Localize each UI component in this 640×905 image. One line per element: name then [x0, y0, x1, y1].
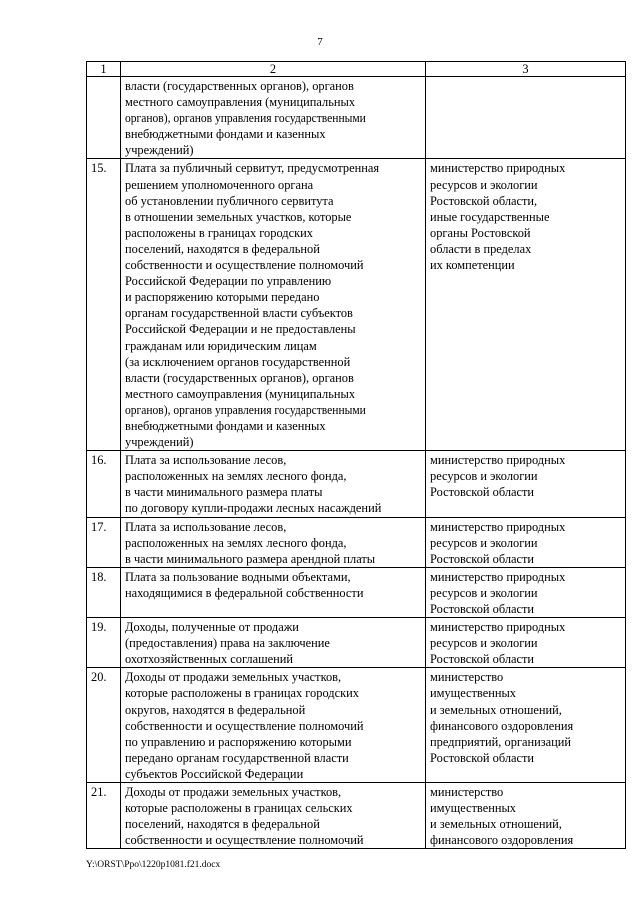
description-line: собственности и осуществление полномочий	[125, 718, 364, 733]
administrator-line: и земельных отношений,	[430, 817, 562, 832]
description-line: Доходы, полученные от продажи	[125, 620, 299, 635]
administrator-line: Ростовской области	[430, 602, 535, 616]
table-row	[87, 668, 626, 783]
administrator-line: министерство	[430, 670, 504, 685]
header-cell-2: 2	[121, 62, 426, 77]
description-line: Плата за пользование водными объектами,	[125, 569, 351, 584]
administrator-line: органы Ростовской	[430, 225, 531, 240]
description-line: учреждений)	[125, 143, 194, 158]
administrator	[426, 618, 626, 668]
description-line: передано органам государственной власти	[125, 750, 349, 765]
administrator-line: Ростовской области	[430, 551, 535, 566]
administrator	[426, 451, 626, 517]
page-number: 7	[317, 36, 323, 48]
administrator-line: имущественных	[430, 686, 516, 701]
row-number: 18.	[87, 567, 121, 617]
table-row	[87, 517, 626, 567]
description-line: находящимися в федеральной собственности	[125, 585, 364, 600]
description-line: по договору купли-продажи лесных насаждений	[125, 501, 382, 516]
description-line: по управлению и распоряжению которыми	[125, 734, 352, 749]
administrator-line: ресурсов и экологии	[430, 636, 538, 651]
table-row	[87, 567, 626, 617]
description-line: власти (государственных органов), органов	[125, 370, 354, 385]
table-row	[87, 783, 626, 849]
administrator	[426, 159, 626, 451]
administrator-line: ресурсов и экологии	[430, 535, 538, 550]
revenue-description	[121, 451, 426, 517]
administrator-line: министерство	[430, 785, 504, 800]
header-cell-3: 3	[426, 62, 626, 77]
table-row	[87, 618, 626, 668]
administrator-line: Ростовской области,	[430, 193, 538, 208]
revenue-description	[121, 618, 426, 668]
description-line: внебюджетными фондами и казенных	[125, 418, 326, 433]
row-number: 21.	[87, 783, 121, 849]
administrator-line: предприятий, организаций	[430, 734, 572, 749]
table-row	[87, 451, 626, 517]
administrator-line: Ростовской области	[430, 485, 535, 500]
description-line: расположенных на землях лесного фонда,	[125, 535, 347, 550]
administrator-line: имущественных	[430, 801, 516, 816]
description-line: Российской Федерации и не предоставлены	[125, 322, 356, 337]
row-number: 16.	[87, 451, 121, 517]
administrator	[426, 517, 626, 567]
administrator	[426, 567, 626, 617]
administrator-line: Ростовской области	[430, 750, 535, 765]
administrator-line: ресурсов и экологии	[430, 585, 538, 600]
administrator-line: ресурсов и экологии	[430, 469, 538, 484]
description-line: Доходы от продажи земельных участков,	[125, 785, 342, 800]
description-line: поселений, находятся в федеральной	[125, 817, 320, 832]
administrator-line: финансового оздоровления	[430, 718, 574, 733]
table-header-row	[87, 62, 626, 77]
administrator-line: их компетенции	[430, 258, 515, 273]
revenue-description	[121, 668, 426, 783]
administrator-line: области в пределах	[430, 241, 532, 256]
description-line: (за исключением органов государственной	[125, 354, 351, 369]
administrator-line: министерство природных	[430, 620, 566, 635]
description-line: органам государственной власти субъектов	[125, 306, 353, 321]
description-line: Плата за использование лесов,	[125, 453, 287, 468]
description-line: (предоставления) права на заключение	[125, 636, 330, 651]
administrator-line: и земельных отношений,	[430, 702, 562, 717]
description-line: собственности и осуществление полномочий	[125, 833, 364, 848]
description-line: которые расположены в границах сельских	[125, 801, 353, 816]
description-line: поселений, находятся в федеральной	[125, 241, 320, 256]
table-row	[87, 77, 626, 159]
description-line: местного самоуправления (муниципальных	[125, 95, 356, 110]
description-line: органов), органов управления государственными	[125, 402, 366, 417]
row-number: 17.	[87, 517, 121, 567]
description-line: в отношении земельных участков, которые	[125, 209, 352, 224]
description-line: охотхозяйственных соглашений	[125, 652, 294, 667]
description-line: гражданам или юридическим лицам	[125, 338, 317, 353]
administrator-line: министерство природных	[430, 569, 566, 584]
description-line: власти (государственных органов), органов	[125, 79, 354, 93]
administrator-line: министерство природных	[430, 519, 566, 534]
administrator-line: министерство природных	[430, 161, 566, 176]
row-number: 20.	[87, 668, 121, 783]
administrator-line: иные государственные	[430, 209, 550, 224]
revenue-description	[121, 159, 426, 451]
description-line: Плата за использование лесов,	[125, 519, 287, 534]
revenue-description	[121, 517, 426, 567]
description-line: Российской Федерации по управлению	[125, 274, 332, 289]
description-line: в части минимального размера платы	[125, 485, 323, 500]
table-row	[87, 159, 626, 451]
description-line: решением уполномоченного органа	[125, 177, 314, 192]
revenue-description	[121, 77, 426, 159]
row-number	[87, 77, 121, 159]
description-line: субъектов Российской Федерации	[125, 766, 304, 781]
row-number: 19.	[87, 618, 121, 668]
revenue-table	[86, 61, 626, 849]
description-line: расположены в границах городских	[125, 225, 313, 240]
description-line: органов), органов управления государственными	[125, 111, 366, 126]
revenue-description	[121, 783, 426, 849]
description-line: расположенных на землях лесного фонда,	[125, 469, 347, 484]
revenue-description	[121, 567, 426, 617]
administrator	[426, 668, 626, 783]
description-line: учреждений)	[125, 435, 194, 450]
administrator	[426, 77, 626, 159]
header-cell-1: 1	[87, 62, 121, 77]
description-line: внебюджетными фондами и казенных	[125, 127, 326, 142]
description-line: собственности и осуществление полномочий	[125, 258, 364, 273]
row-number: 15.	[87, 159, 121, 451]
administrator-line: министерство природных	[430, 453, 566, 468]
administrator-line: Ростовской области	[430, 652, 535, 667]
administrator-line: ресурсов и экологии	[430, 177, 538, 192]
description-line: округов, находятся в федеральной	[125, 702, 306, 717]
description-line: местного самоуправления (муниципальных	[125, 386, 356, 401]
description-line: которые расположены в границах городских	[125, 686, 359, 701]
description-line: об установлении публичного сервитута	[125, 193, 334, 208]
description-line: и распоряжению которыми передано	[125, 290, 320, 305]
administrator	[426, 783, 626, 849]
footer-file-path: Y:\ORST\Ppo\1220p1081.f21.docx	[86, 860, 221, 870]
description-line: Доходы от продажи земельных участков,	[125, 670, 342, 685]
description-line: в части минимального размера арендной платы	[125, 551, 376, 566]
description-line: Плата за публичный сервитут, предусмотренная	[125, 161, 380, 176]
administrator-line: финансового оздоровления	[430, 833, 574, 848]
